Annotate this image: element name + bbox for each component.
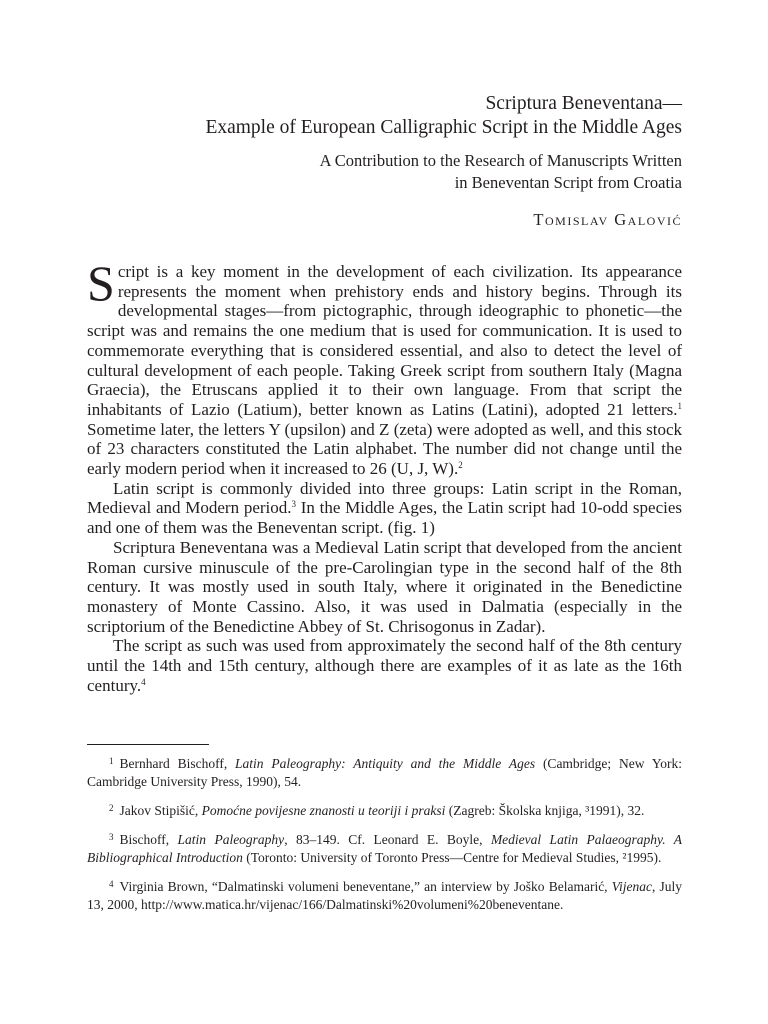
footnote-text: Jakov Stipišić,	[119, 803, 202, 818]
footnotes	[87, 752, 682, 922]
subtitle-line-1: A Contribution to the Research of Manuscripts Written	[319, 151, 682, 170]
title-line-2: Example of European Calligraphic Script in the Middle Ages	[205, 117, 682, 138]
title-line-1: Scriptura Beneventana—	[485, 93, 682, 114]
footnote-title: Latin Paleography: Antiquity and the Middle Ages	[235, 756, 536, 771]
paragraph-3: Scriptura Beneventana was a Medieval Latin script that developed from the ancient Roman cursive minuscule of the pre-Carolingian type in the second half of the 8th century. It was mostly used in south Italy, where it originated in the Benedictine monastery of Monte Cassino. Also, it was used in Dalmatia (especially in the scriptorium of the Benedictine Abbey of St. Chrisogonus in Zadar).	[87, 537, 682, 636]
subtitle-line-2: in Beneventan Script from Croatia	[454, 173, 682, 192]
paragraph-1	[87, 255, 682, 479]
footnote-number: 4	[109, 879, 114, 889]
footnote-text: (Zagreb: Školska knjiga, ³1991), 32.	[445, 803, 645, 818]
footnote-number: 3	[109, 832, 114, 842]
footnote-ref-2[interactable]: 2	[458, 460, 463, 471]
paragraph-4-text: The script as such was used from approximately the second half of the 8th century until the 14th and 15th century, although there are examples of it as late as the 16th century.	[87, 636, 682, 695]
footnote-text: (Toronto: University of Toronto Press—Centre for Medieval Studies, ²1995).	[242, 850, 662, 865]
footnote-text: , 83–149. Cf. Leonard E. Boyle,	[284, 832, 491, 847]
paragraph-2-text: Latin script is commonly divided into three groups: Latin script in the Roman, Medieval and Modern period.	[87, 478, 682, 518]
footnote-text: Bischoff,	[119, 832, 178, 847]
footnote-ref-3[interactable]: 3	[291, 499, 296, 510]
author-name: Tomislav Galović	[533, 210, 682, 229]
footnote-ref-1[interactable]: 1	[677, 400, 682, 411]
footnote-text: , July 13, 2000, http://www.matica.hr/vijenac/166/Dalmatinski%20volumeni%20beneventane.	[87, 879, 682, 912]
footnote-text: Bernhard Bischoff,	[119, 756, 236, 771]
footnote-ref-4[interactable]: 4	[141, 676, 146, 687]
footnote-text: Virginia Brown, “Dalmatinski volumeni beneventane,” an interview by Joško Belamarić,	[119, 879, 612, 894]
footnote-title: Latin Paleography	[177, 832, 285, 847]
footnote-title: Pomoćne povijesne znanosti u teoriji i praksi	[201, 803, 446, 818]
body-text	[87, 255, 682, 695]
footnote-3	[87, 828, 682, 867]
footnote-divider	[87, 744, 209, 745]
article-title	[205, 92, 682, 140]
article-subtitle	[205, 150, 682, 194]
paragraph-1-text: cript is a key moment in the development of each civilization. Its appearance represents the moment when prehistory ends and history begins. Through its developmental stages—from pictographic, through ideographic to phonetic—the script was and remains the one medium that is used for communication. It is used to commemorate everything that is considered essential, and also to detect the level of cultural development of each people. Taking Greek script from southern Italy (Magna Graecia), the Etruscans applied it to their own language. From that script the inhabitants of Lazio (Latium), better known as Latins (Latini), adopted 21 letters.	[87, 262, 682, 419]
footnote-2	[87, 799, 682, 820]
footnote-number: 1	[109, 756, 114, 766]
drop-cap: S	[87, 255, 115, 311]
title-block	[205, 92, 682, 231]
footnote-1	[87, 752, 682, 791]
footnote-title: Vijenac	[611, 879, 652, 894]
paragraph-4	[87, 636, 682, 695]
paragraph-2-text-b: In the Middle Ages, the Latin script had 10-odd species and one of them was the Beneventan script. (fig. 1)	[87, 498, 682, 538]
footnote-title: Medieval Latin Palaeography. A Bibliographical Introduction	[87, 832, 682, 865]
footnote-number: 2	[109, 803, 114, 813]
footnote-text: (Cambridge; New York: Cambridge University Press, 1990), 54.	[87, 756, 682, 789]
paragraph-1-text-b: Sometime later, the letters Y (upsilon) and Z (zeta) were adopted as well, and this stock of 23 characters constituted the Latin alphabet. The number did not change until the early modern period when it increased to 26 (U, J, W).	[87, 419, 682, 479]
paragraph-2	[87, 479, 682, 538]
footnote-4	[87, 875, 682, 914]
